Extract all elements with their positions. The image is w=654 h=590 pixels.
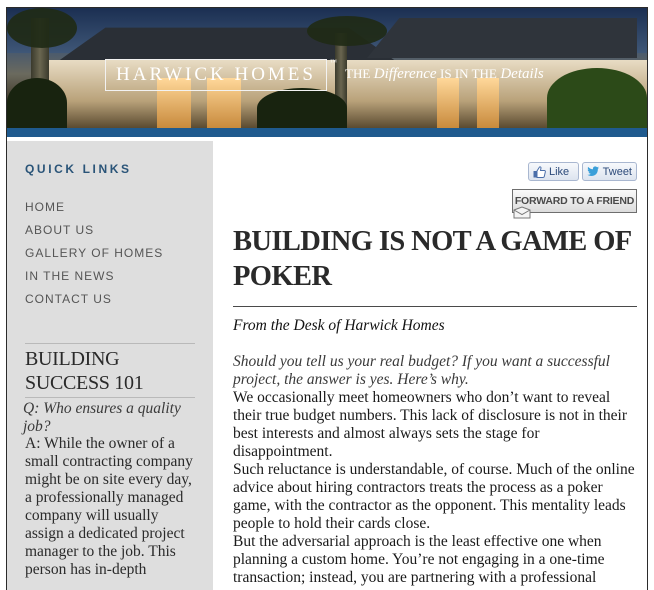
nav-link-contact-us[interactable]: CONTACT US xyxy=(25,292,112,306)
faq-question: Q: Who ensures a quality job? xyxy=(23,400,181,435)
nav-link-gallery-of-homes[interactable]: GALLERY OF HOMES xyxy=(25,246,164,260)
envelope-icon xyxy=(513,206,531,220)
tagline-the: THE xyxy=(345,66,371,81)
banner-palm-leaves xyxy=(7,8,77,48)
site-logo-text: HARWICK HOMES xyxy=(116,64,316,85)
site-tagline xyxy=(345,66,544,83)
title-divider xyxy=(233,306,637,307)
trademark-symbol: ™ xyxy=(330,58,337,66)
sidebar-divider xyxy=(25,397,195,398)
banner-shrub xyxy=(7,78,67,128)
quick-links-title: QUICK LINKS xyxy=(25,162,132,176)
quick-links-nav xyxy=(25,200,163,315)
twitter-bird-icon xyxy=(587,166,600,177)
banner-window xyxy=(437,78,459,128)
article-title: BUILDING IS NOT A GAME OF POKER xyxy=(233,226,631,292)
faq-answer: A: While the owner of a small contracting company might be on site every day, a professionally managed company will usually assign a dedicated project manager to the job. This person has in-depth xyxy=(25,435,193,578)
nav-link-in-the-news[interactable]: IN THE NEWS xyxy=(25,269,115,283)
banner-shrub xyxy=(547,68,647,128)
header-accent-bar xyxy=(7,128,647,137)
tweet-label: Tweet xyxy=(602,165,632,178)
nav-link-about-us[interactable]: ABOUT US xyxy=(25,223,95,237)
sidebar xyxy=(7,141,213,590)
forward-label: FORWARD TO A FRIEND xyxy=(514,195,635,207)
tagline-details: Details xyxy=(500,66,544,82)
article-paragraph: Such reluctance is understandable, of course. Much of the online advice about hiring contractors treats the process as a poker game, with the contractor as the opponent. This mentality leads people to hold their cards close. xyxy=(233,461,635,532)
banner-palm-leaves xyxy=(307,16,387,46)
article-paragraph: But the adversarial approach is the least effective one when planning a custom home. You’re not engaging in a one-time transaction; instead, you are partnering with a professional xyxy=(233,533,605,586)
header-banner xyxy=(7,8,647,128)
tagline-difference: Difference xyxy=(373,66,437,82)
tweet-button[interactable] xyxy=(582,162,637,181)
tagline-is-in-the: IS IN THE xyxy=(440,66,497,81)
page-frame xyxy=(6,7,648,590)
site-logo[interactable] xyxy=(105,59,327,91)
article-paragraph: We occasionally meet homeowners who don’t want to reveal their true budget numbers. This lack of disclosure is not in their best interests and almost always sets the stage for disappointment. xyxy=(233,389,628,460)
banner-shrub xyxy=(257,88,347,128)
like-label: Like xyxy=(549,165,570,178)
article-intro: Should you tell us your real budget? If you want a successful project, the answer is yes. Here’s why. xyxy=(233,353,610,388)
banner-window xyxy=(477,78,499,128)
thumbs-up-icon xyxy=(533,166,546,178)
sidebar-divider xyxy=(25,343,195,344)
nav-link-home[interactable]: HOME xyxy=(25,200,65,214)
article-byline: From the Desk of Harwick Homes xyxy=(233,317,445,334)
banner-roof-right xyxy=(367,18,637,58)
building-success-title: BUILDING SUCCESS 101 xyxy=(25,348,144,394)
facebook-like-button[interactable] xyxy=(528,162,579,181)
